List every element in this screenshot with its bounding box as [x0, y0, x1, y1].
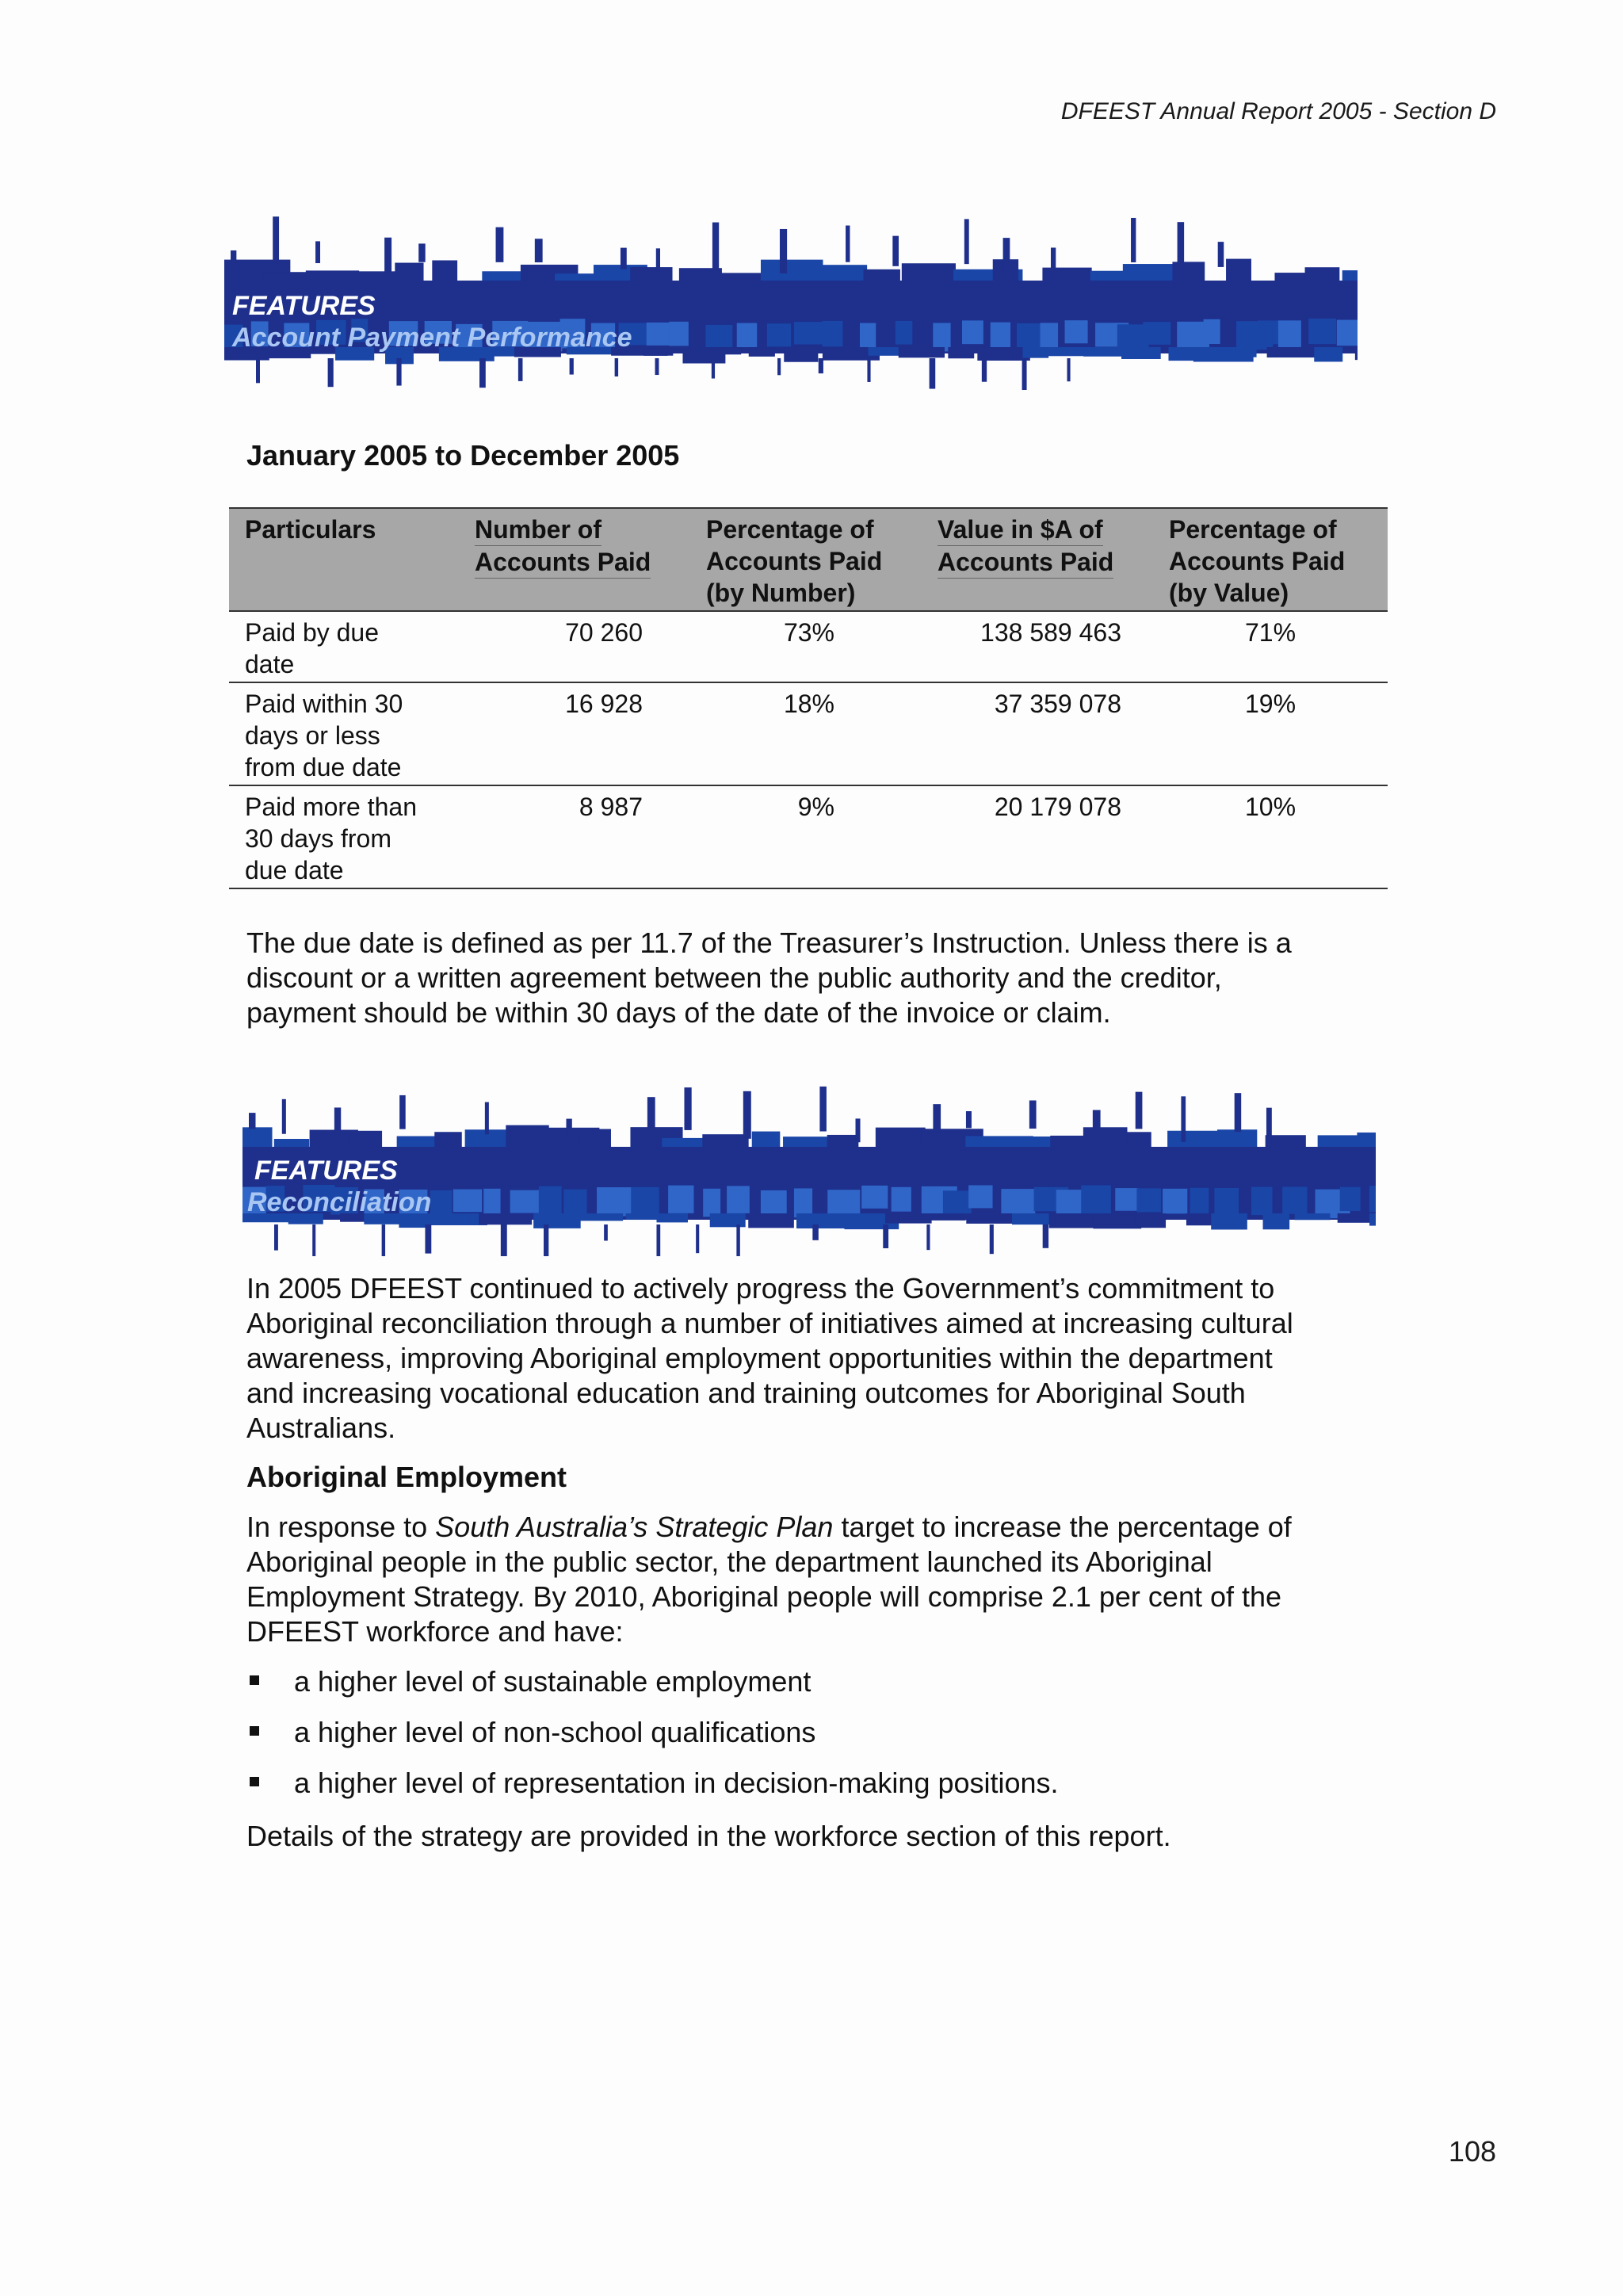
employment-paragraph: In response to South Australia’s Strategic Plan target to increase the percentage of Aboriginal people in the public sector, the department launched its Aboriginal Employment Strategy. By 2010, Aboriginal people will comprise 2.1 per cent of the DFEEST workforce and have: — [246, 1511, 1292, 1648]
cell-number: 16 928 — [459, 682, 690, 785]
column-header-particulars: Particulars — [229, 508, 459, 611]
due-date-paragraph: The due date is defined as per 11.7 of the Treasurer’s Instruction. Unless there is a discount or a written agreement between the public authority and the creditor, payment should be within 30 days of the date of the invoice or claim. — [246, 926, 1292, 1029]
column-header-value: Value in $A of Accounts Paid — [922, 508, 1153, 611]
cell-value: 138 589 463 — [922, 611, 1153, 682]
cell-value: 20 179 078 — [922, 785, 1153, 888]
account-payment-table — [229, 507, 1388, 889]
table-row — [229, 611, 1388, 682]
page-number: 108 — [1448, 2135, 1496, 2168]
banner-features-label: FEATURES — [254, 1156, 398, 1186]
cell-particular: Paid more than 30 days from due date — [229, 785, 459, 888]
period-heading: January 2005 to December 2005 — [246, 439, 680, 472]
reconciliation-paragraph: In 2005 DFEEST continued to actively progress the Government’s commitment to Aboriginal reconciliation through a number of initiatives aimed at increasing cultural awareness, improving Aboriginal employment opportunities within the department and increasing vocational education and training outcomes for Aboriginal South Australians. — [246, 1272, 1293, 1444]
running-header: DFEEST Annual Report 2005 - Section D — [1060, 98, 1496, 124]
cell-pct-value: 10% — [1153, 785, 1388, 888]
banner-subtitle: Account Payment Performance — [232, 323, 632, 353]
square-bullet-icon — [250, 1675, 259, 1685]
cell-pct-number: 73% — [690, 611, 922, 682]
table-row — [229, 682, 1388, 785]
cell-number: 70 260 — [459, 611, 690, 682]
features-banner-account-payment — [224, 208, 1358, 390]
bullet-list — [246, 1664, 1388, 1817]
square-bullet-icon — [250, 1726, 259, 1736]
banner-graphic — [224, 208, 1358, 390]
cell-number: 8 987 — [459, 785, 690, 888]
strategic-plan-title: South Australia’s Strategic Plan — [435, 1511, 834, 1543]
column-header-number: Number of Accounts Paid — [459, 508, 690, 611]
square-bullet-icon — [250, 1777, 259, 1786]
cell-pct-number: 18% — [690, 682, 922, 785]
cell-pct-value: 19% — [1153, 682, 1388, 785]
list-item: a higher level of non-school qualifications — [246, 1715, 1388, 1766]
closing-paragraph: Details of the strategy are provided in the workforce section of this report. — [246, 1820, 1171, 1852]
table-row — [229, 785, 1388, 888]
cell-particular: Paid within 30 days or less from due date — [229, 682, 459, 785]
table-header-row — [229, 508, 1388, 611]
cell-value: 37 359 078 — [922, 682, 1153, 785]
aboriginal-employment-heading: Aboriginal Employment — [246, 1461, 567, 1493]
banner-graphic — [242, 1074, 1376, 1256]
cell-pct-value: 71% — [1153, 611, 1388, 682]
column-header-pct-value: Percentage of Accounts Paid (by Value) — [1153, 508, 1388, 611]
list-item: a higher level of representation in decision-making positions. — [246, 1766, 1388, 1817]
banner-features-label: FEATURES — [232, 291, 376, 321]
features-banner-reconciliation — [242, 1074, 1376, 1256]
banner-subtitle: Reconciliation — [247, 1187, 432, 1217]
list-item: a higher level of sustainable employment — [246, 1664, 1388, 1715]
cell-particular: Paid by due date — [229, 611, 459, 682]
cell-pct-number: 9% — [690, 785, 922, 888]
column-header-pct-number: Percentage of Accounts Paid (by Number) — [690, 508, 922, 611]
